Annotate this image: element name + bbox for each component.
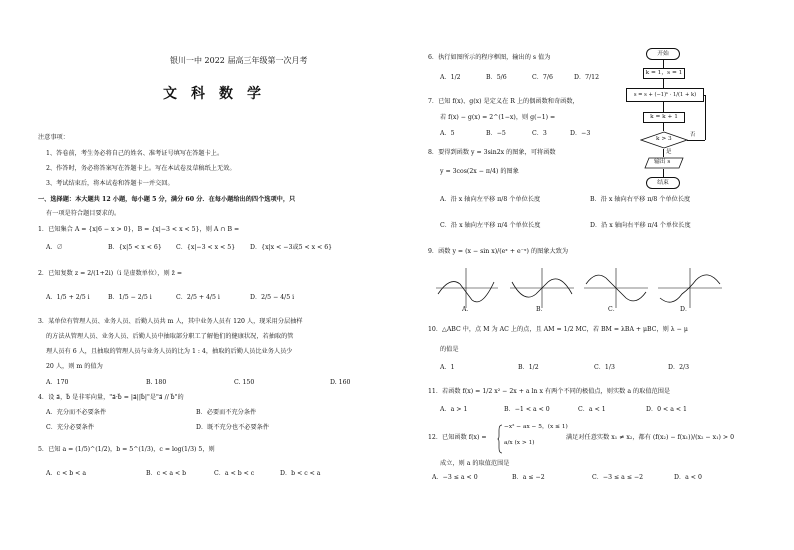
flow-arrow bbox=[663, 79, 664, 88]
q4-option-c[interactable]: C．充分必要条件 bbox=[46, 424, 95, 431]
q12-stem-a: 12．已知函数 f(x) = bbox=[428, 434, 487, 441]
q3-option-b[interactable]: B. 180 bbox=[146, 379, 167, 386]
loop-line bbox=[705, 95, 706, 140]
q4-option-a[interactable]: A．充分而不必要条件 bbox=[46, 409, 107, 416]
flowchart-no-label: 否 bbox=[690, 132, 696, 138]
q8-stem-1: 8．要得到函数 y = 3sin2x 的图象，可将函数 bbox=[428, 149, 556, 156]
q12-piece-2: a/x (x > 1) bbox=[504, 440, 535, 446]
loop-line bbox=[687, 140, 705, 141]
q7-option-c[interactable]: C．3 bbox=[532, 130, 547, 137]
subject-title: 文科数学 bbox=[163, 86, 275, 102]
q11-option-d[interactable]: D．0 < a < 1 bbox=[646, 406, 687, 413]
q12-piece-1: −x² − ax − 5，(x ≤ 1) bbox=[504, 424, 568, 430]
q6-stem: 6．执行如图所示的程序框图，输出的 s 值为 bbox=[428, 54, 551, 61]
q5-option-b[interactable]: B．c < a < b bbox=[146, 470, 187, 477]
q1-option-a[interactable]: A．∅ bbox=[46, 244, 63, 251]
flowchart-condition: k > 3 bbox=[656, 136, 672, 142]
q5-stem: 5．已知 a = (1/5)^(1/2)，b = 5^(1/3)，c = log(1/3) 5，则 bbox=[38, 446, 215, 453]
q12-stem-c: 成立，则 a 的取值范围是 bbox=[440, 460, 510, 467]
q9-label-b: B． bbox=[536, 306, 547, 313]
q10-option-a[interactable]: A．1 bbox=[440, 364, 455, 371]
note-item-3: 3、考试结束后，将本试卷和答题卡一并交回。 bbox=[46, 180, 174, 187]
q5-option-a[interactable]: A．c < b < a bbox=[46, 470, 87, 477]
q10-option-c[interactable]: C．1/3 bbox=[594, 364, 615, 371]
q3-option-c[interactable]: C. 150 bbox=[234, 379, 255, 386]
q9-stem: 9．函数 y = (x − sin x)/(eˣ + e⁻ˣ) 的图象大致为 bbox=[428, 248, 569, 255]
q3-line-2: 的方法从管理人员、业务人员、后勤人员中抽取部分职工了解他们的健康状况，若抽取的管 bbox=[46, 333, 294, 340]
flow-arrow bbox=[663, 169, 664, 177]
q12-option-d[interactable]: D．a < 0 bbox=[674, 474, 702, 481]
q11-option-a[interactable]: A．a > 1 bbox=[440, 406, 468, 413]
section-heading-line2: 有一项是符合题目要求的。 bbox=[46, 210, 121, 217]
q11-stem: 11．若函数 f(x) = 1/2 x² − 2x + a ln x 有两个不同的极值点，则实数 a 的取值范围是 bbox=[428, 388, 671, 395]
q10-stem-2: 的值是 bbox=[440, 346, 459, 353]
flow-arrow bbox=[663, 123, 664, 131]
q8-option-c[interactable]: C．沿 x 轴向左平移 π/4 个单位长度 bbox=[440, 222, 541, 229]
q4-option-b[interactable]: B．必要而不充分条件 bbox=[196, 409, 257, 416]
q2-stem: 2．已知复数 z = 2/(1+2i)（i 是虚数单位），则 z̄ = bbox=[38, 270, 183, 277]
q9-label-a: A． bbox=[462, 306, 473, 313]
q10-option-b[interactable]: B．1/2 bbox=[518, 364, 539, 371]
q6-option-d[interactable]: D．7/12 bbox=[574, 74, 600, 81]
q5-option-c[interactable]: C．a < b < c bbox=[214, 470, 255, 477]
q1-option-b[interactable]: B．{x|5 < x < 6} bbox=[108, 244, 162, 251]
q2-option-b[interactable]: B．1/5 − 2/5 i bbox=[108, 294, 152, 301]
flowchart-output: 输出 s bbox=[654, 159, 671, 165]
q7-option-b[interactable]: B．−5 bbox=[486, 130, 506, 137]
q10-option-d[interactable]: D．2/3 bbox=[668, 364, 690, 371]
flowchart-yes-label: 是 bbox=[666, 149, 672, 155]
q2-option-a[interactable]: A．1/5 + 2/5 i bbox=[46, 294, 90, 301]
q11-option-c[interactable]: C．a < 1 bbox=[578, 406, 606, 413]
q1-stem: 1．已知集合 A = {x|6 − x > 0}，B = {x|−3 < x < 5}，则 A ∩ B = bbox=[38, 226, 240, 233]
notes-heading: 注意事项： bbox=[38, 134, 69, 141]
q3-line-1: 3．某单位有管理人员、业务人员、后勤人员共 m 人，其中业务人员有 120 人，现采用分层抽样 bbox=[38, 318, 303, 325]
flow-arrow bbox=[663, 60, 664, 68]
q3-line-3: 理人员有 6 人，且抽取的管理人员与业务人员的比为 1 : 4，抽取的后勤人员比业务人员少 bbox=[46, 348, 293, 355]
q11-option-b[interactable]: B．−1 < a < 0 bbox=[504, 406, 550, 413]
q9-graph-a[interactable] bbox=[436, 268, 498, 308]
q9-graph-d[interactable] bbox=[658, 268, 722, 308]
q9-graph-options bbox=[434, 264, 724, 312]
q3-option-d[interactable]: D. 160 bbox=[330, 379, 351, 386]
q2-option-c[interactable]: C．2/5 + 4/5 i bbox=[176, 294, 220, 301]
flow-arrow bbox=[663, 149, 664, 157]
exam-title: 银川一中 2022 届高三年级第一次月考 bbox=[170, 56, 308, 65]
q12-option-c[interactable]: C．−3 ≤ a ≤ −2 bbox=[592, 474, 644, 481]
flowchart-end: 结束 bbox=[646, 177, 680, 189]
note-item-2: 2、作答时，务必将答案写在答题卡上。写在本试卷及草稿纸上无效。 bbox=[46, 165, 236, 172]
q12-option-a[interactable]: A．−3 ≤ a < 0 bbox=[432, 474, 478, 481]
q12-option-b[interactable]: B．a ≤ −2 bbox=[512, 474, 545, 481]
q8-option-b[interactable]: B．沿 x 轴向右平移 π/8 个单位长度 bbox=[590, 196, 691, 203]
flowchart-assign: s = s + (−1)ᵏ · 1/(1 + k) bbox=[626, 88, 704, 102]
q8-option-d[interactable]: D．沿 x 轴向右平移 π/4 个单位长度 bbox=[590, 222, 691, 229]
loop-line bbox=[704, 95, 706, 96]
q9-graph-b[interactable] bbox=[510, 268, 574, 308]
q3-line-4: 20 人，则 m 的值为 bbox=[46, 363, 103, 370]
flow-arrow bbox=[663, 102, 664, 112]
q1-option-d[interactable]: D．{x|x < −3或5 < x < 6} bbox=[250, 244, 333, 251]
q6-option-c[interactable]: C．7/6 bbox=[532, 74, 553, 81]
q10-stem: 10．△ABC 中，点 M 为 AC 上的点，且 AM = 1/2 MC，若 BM = λBA + μBC，则 λ − μ bbox=[428, 326, 688, 333]
section-heading-line1: 一、选择题：本大题共 12 小题，每小题 5 分，满分 60 分．在每小题给出的四个选项中，只 bbox=[38, 196, 296, 203]
flowchart-start: 开始 bbox=[646, 48, 680, 60]
q3-option-a[interactable]: A．170 bbox=[46, 379, 69, 386]
q1-option-c[interactable]: C．{x|−3 < x < 5} bbox=[176, 244, 236, 251]
q6-option-b[interactable]: B．5/6 bbox=[486, 74, 507, 81]
q6-option-a[interactable]: A．1/2 bbox=[440, 74, 461, 81]
q9-label-c: C． bbox=[608, 306, 619, 313]
q4-option-d[interactable]: D．既不充分也不必要条件 bbox=[196, 424, 270, 431]
flowchart-increment: k = k + 1 bbox=[643, 112, 685, 123]
flowchart-init: k = 1，s = 1 bbox=[643, 68, 685, 79]
q7-option-d[interactable]: D．−3 bbox=[570, 130, 591, 137]
q7-option-a[interactable]: A．5 bbox=[440, 130, 455, 137]
q7-stem-2: 若 f(x) − g(x) = 2^(1−x)，则 g(−1) = bbox=[440, 114, 556, 121]
q8-option-a[interactable]: A．沿 x 轴向左平移 π/8 个单位长度 bbox=[440, 196, 541, 203]
q5-option-d[interactable]: D．b < c < a bbox=[280, 470, 321, 477]
q7-stem-1: 7．已知 f(x)、g(x) 是定义在 R 上的偶函数和奇函数， bbox=[428, 98, 579, 105]
note-item-1: 1、答卷前，考生务必将自己的姓名、准考证号填写在答题卡上。 bbox=[46, 150, 224, 157]
q9-label-d: D． bbox=[680, 306, 692, 313]
q12-stem-b: 满足对任意实数 x₁ ≠ x₂，都有 (f(x₂) − f(x₁))/(x₂ − x₁) > 0 bbox=[566, 434, 735, 441]
q8-stem-2: y = 3cos(2x − π/4) 的图象 bbox=[440, 168, 519, 175]
q4-stem: 4．设 a⃗，b⃗ 是非零向量，"a⃗·b⃗ = |a⃗||b⃗|"是"a⃗ // b⃗"的 bbox=[38, 394, 184, 401]
q2-option-d[interactable]: D．2/5 − 4/5 i bbox=[250, 294, 295, 301]
q9-graph-c[interactable] bbox=[584, 268, 648, 308]
piecewise-brace bbox=[497, 424, 503, 454]
